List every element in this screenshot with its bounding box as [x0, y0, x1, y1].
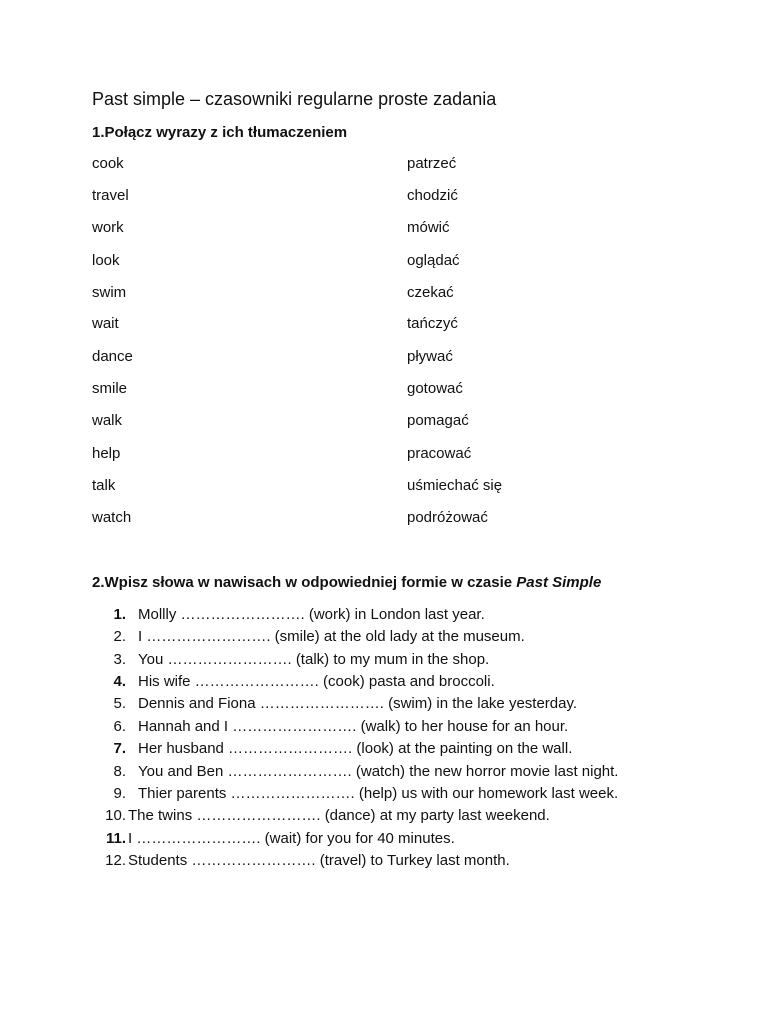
- exercise-number: 2.: [113, 628, 126, 645]
- polish-translation: pływać: [407, 348, 453, 365]
- exercise-sentence: Mollly ……………………. (work) in London last year.: [138, 606, 485, 623]
- polish-translation: gotować: [407, 380, 463, 397]
- exercise-sentence: I ……………………. (wait) for you for 40 minutes.: [128, 830, 455, 847]
- page-title: Past simple – czasowniki regularne proste zadania: [92, 89, 497, 109]
- polish-translation: podróżować: [407, 509, 488, 526]
- exercise-item: [0, 716, 768, 738]
- word-pair: [0, 475, 768, 497]
- exercise-sentence: Thier parents ……………………. (help) us with our homework last week.: [138, 785, 619, 802]
- polish-translation: oglądać: [407, 252, 460, 269]
- exercise-sentence: Hannah and I ……………………. (walk) to her house for an hour.: [138, 718, 569, 735]
- word-pair: [0, 346, 768, 368]
- exercise-sentence: Her husband ……………………. (look) at the painting on the wall.: [138, 740, 573, 757]
- word-pair: [0, 443, 768, 465]
- exercise-sentence: The twins ……………………. (dance) at my party last weekend.: [128, 807, 550, 824]
- polish-translation: chodzić: [407, 187, 458, 204]
- exercise-item: [0, 805, 768, 827]
- exercise-number: 3.: [113, 651, 126, 668]
- exercise-number: 12.: [105, 852, 126, 869]
- polish-translation: czekać: [407, 284, 454, 301]
- word-pair: [0, 313, 768, 335]
- exercise-number: 6.: [113, 718, 126, 735]
- english-word: work: [92, 219, 124, 236]
- word-pair: [0, 217, 768, 239]
- english-word: help: [92, 445, 121, 462]
- polish-translation: mówić: [407, 219, 450, 236]
- exercise-item: [0, 649, 768, 671]
- english-word: look: [92, 252, 120, 269]
- exercise-number: 10.: [105, 807, 126, 824]
- exercise-sentence: Dennis and Fiona ……………………. (swim) in the lake yesterday.: [138, 695, 578, 712]
- english-word: wait: [92, 315, 119, 332]
- english-word: smile: [92, 380, 128, 397]
- exercise-item: [0, 783, 768, 805]
- polish-translation: tańczyć: [407, 315, 458, 332]
- polish-translation: patrzeć: [407, 155, 457, 172]
- section-2-heading: [92, 573, 601, 593]
- exercise-item: [0, 828, 768, 850]
- exercise-item: [0, 693, 768, 715]
- exercise-number: 11.: [105, 830, 126, 847]
- english-word: travel: [92, 187, 129, 204]
- exercise-item: [0, 671, 768, 693]
- exercise-sentence: You ……………………. (talk) to my mum in the shop.: [138, 651, 490, 668]
- exercise-item: [0, 738, 768, 760]
- english-word: talk: [92, 477, 116, 494]
- word-pair: [0, 153, 768, 175]
- section-1-heading: 1.Połącz wyrazy z ich tłumaczeniem: [92, 124, 348, 141]
- english-word: swim: [92, 284, 127, 301]
- exercise-number: 1.: [113, 606, 126, 623]
- section-2-heading-tense: Past Simple: [516, 574, 602, 591]
- exercise-sentence: Students ……………………. (travel) to Turkey last month.: [128, 852, 510, 869]
- english-word: cook: [92, 155, 124, 172]
- polish-translation: uśmiechać się: [407, 477, 503, 494]
- exercise-number: 4.: [113, 673, 126, 690]
- word-pair: [0, 250, 768, 272]
- exercise-item: [0, 626, 768, 648]
- exercise-item: [0, 850, 768, 872]
- exercise-number: 8.: [113, 763, 126, 780]
- word-pair: [0, 282, 768, 304]
- word-pair: [0, 507, 768, 529]
- polish-translation: pracować: [407, 445, 472, 462]
- exercise-sentence: You and Ben ……………………. (watch) the new horror movie last night.: [138, 763, 619, 780]
- exercise-item: [0, 604, 768, 626]
- word-pair: [0, 185, 768, 207]
- exercise-number: 9.: [113, 785, 126, 802]
- english-word: walk: [92, 412, 123, 429]
- exercise-sentence: His wife ……………………. (cook) pasta and broccoli.: [138, 673, 495, 690]
- english-word: dance: [92, 348, 133, 365]
- section-2-heading-text: 2.Wpisz słowa w nawisach w odpowiedniej formie w czasie: [92, 574, 517, 591]
- english-word: watch: [92, 509, 132, 526]
- exercise-item: [0, 761, 768, 783]
- exercise-number: 7.: [113, 740, 126, 757]
- word-pair: [0, 410, 768, 432]
- word-pair: [0, 378, 768, 400]
- polish-translation: pomagać: [407, 412, 469, 429]
- exercise-sentence: I ……………………. (smile) at the old lady at the museum.: [138, 628, 525, 645]
- exercise-number: 5.: [113, 695, 126, 712]
